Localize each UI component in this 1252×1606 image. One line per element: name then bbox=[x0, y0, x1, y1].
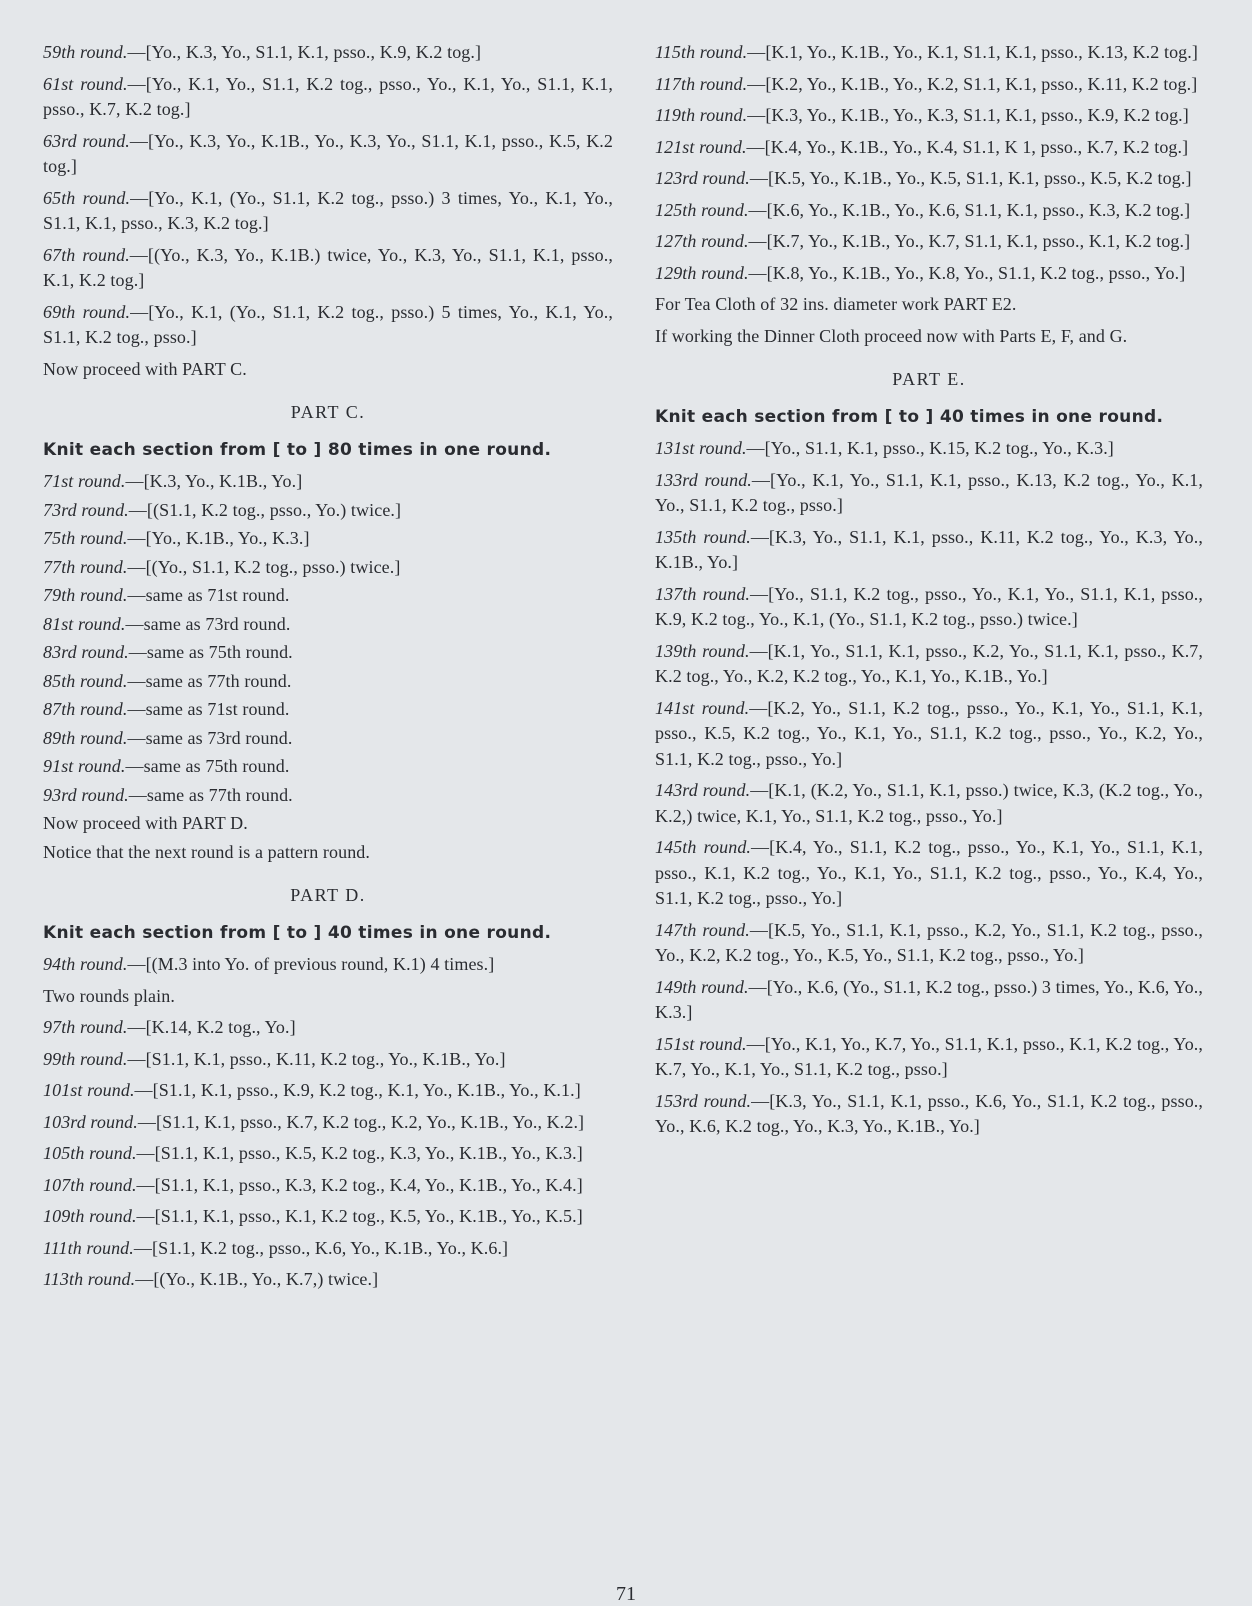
round-text: [K.5, Yo., K.1B., Yo., K.5, S1.1, K.1, psso., K.5, K.2 tog.] bbox=[767, 168, 1192, 188]
round-label: 125th round. bbox=[655, 199, 749, 220]
em-dash: — bbox=[136, 1174, 155, 1195]
round-instruction bbox=[655, 40, 1203, 66]
round-instruction bbox=[655, 639, 1203, 690]
round-instruction bbox=[43, 783, 613, 809]
em-dash: — bbox=[127, 73, 146, 94]
round-label: 71st round. bbox=[43, 471, 126, 491]
round-label: 115th round. bbox=[655, 42, 748, 62]
round-instruction bbox=[43, 300, 613, 351]
round-instruction bbox=[655, 468, 1203, 519]
round-label: 133rd round. bbox=[655, 469, 752, 490]
round-text: same as 77th round. bbox=[146, 784, 293, 805]
round-label: 149th round. bbox=[655, 976, 749, 997]
round-label: 94th round. bbox=[43, 954, 128, 974]
em-dash: — bbox=[127, 727, 146, 748]
round-text: [Yo., K.1B., Yo., K.3.] bbox=[145, 528, 310, 548]
part-heading: PART E. bbox=[892, 369, 966, 389]
round-label: 97th round. bbox=[43, 1017, 128, 1037]
round-text: same as 77th round. bbox=[145, 670, 292, 691]
round-label: 147th round. bbox=[655, 919, 750, 940]
round-label: 121st round. bbox=[655, 136, 747, 157]
em-dash: — bbox=[130, 301, 149, 322]
em-dash: — bbox=[749, 919, 768, 940]
round-label: 77th round. bbox=[43, 556, 128, 577]
round-label: 101st round. bbox=[43, 1080, 135, 1100]
round-text: [K.1, (K.2, Yo., S1.1, K.1, psso.) twice, K.3, (K.2 tog., Yo., K.2,) twice, K.1, Yo., S1.1, K.2 tog., psso., Yo.] bbox=[655, 780, 1204, 826]
em-dash: — bbox=[127, 699, 146, 719]
round-text: [K.8, Yo., K.1B., Yo., K.8, Yo., S1.1, K.2 tog., psso., Yo.] bbox=[766, 262, 1186, 283]
round-instruction bbox=[43, 669, 613, 695]
round-instruction bbox=[43, 555, 613, 581]
round-label: 143rd round. bbox=[655, 780, 751, 800]
em-dash: — bbox=[127, 670, 146, 691]
round-instruction bbox=[43, 469, 613, 495]
round-text: [K.2, Yo., K.1B., Yo., K.2, S1.1, K.1, psso., K.11, K.2 tog.] bbox=[765, 73, 1198, 94]
em-dash: — bbox=[750, 780, 769, 800]
em-dash: — bbox=[750, 583, 769, 604]
round-text: [S1.1, K.2 tog., psso., K.6, Yo., K.1B., Yo., K.6.] bbox=[151, 1237, 509, 1258]
plain-text: If working the Dinner Cloth proceed now with Parts E, F, and G. bbox=[655, 325, 1128, 346]
section-instruction: Knit each section from [ to ] 40 times in one round. bbox=[43, 923, 552, 943]
round-label: 127th round. bbox=[655, 231, 749, 251]
round-label: 89th round. bbox=[43, 727, 128, 748]
round-text: [Yo., K.3, Yo., S1.1, K.1, psso., K.9, K.2 tog.] bbox=[145, 42, 482, 62]
em-dash: — bbox=[128, 784, 147, 805]
round-text: [Yo., K.3, Yo., K.1B., Yo., K.3, Yo., S1.1, K.1, psso., K.5, K.2 tog.] bbox=[43, 130, 614, 176]
round-instruction bbox=[43, 1267, 613, 1293]
round-instruction bbox=[655, 166, 1203, 192]
round-label: 99th round. bbox=[43, 1048, 128, 1069]
em-dash: — bbox=[127, 585, 146, 605]
round-text: [Yo., K.1, Yo., S1.1, K.2 tog., psso., Yo., K.1, Yo., S1.1, K.1, psso., K.7, K.2 tog.] bbox=[43, 73, 613, 119]
page-number: 71 bbox=[616, 1583, 636, 1605]
em-dash: — bbox=[127, 1048, 146, 1069]
round-text: [K.4, Yo., K.1B., Yo., K.4, S1.1, K 1, psso., K.7, K.2 tog.] bbox=[764, 136, 1189, 157]
round-label: 83rd round. bbox=[43, 642, 129, 662]
round-label: 109th round. bbox=[43, 1206, 137, 1226]
round-text: same as 75th round. bbox=[146, 642, 293, 662]
round-label: 59th round. bbox=[43, 42, 128, 62]
round-instruction bbox=[43, 526, 613, 552]
round-instruction bbox=[43, 186, 613, 237]
round-label: 117th round. bbox=[655, 73, 748, 94]
round-instruction bbox=[43, 1141, 613, 1167]
round-instruction bbox=[655, 696, 1203, 773]
round-label: 61st round. bbox=[43, 73, 128, 94]
round-text: same as 71st round. bbox=[145, 699, 290, 719]
round-instruction bbox=[43, 1078, 613, 1104]
round-instruction bbox=[43, 1015, 613, 1041]
round-text: [Yo., K.1, (Yo., S1.1, K.2 tog., psso.) 3 times, Yo., K.1, Yo., S1.1, K.1, psso., K.3, K.2 tog.] bbox=[43, 187, 613, 233]
round-text: [S1.1, K.1, psso., K.1, K.2 tog., K.5, Yo., K.1B., Yo., K.5.] bbox=[154, 1206, 583, 1226]
round-text: [K.4, Yo., S1.1, K.2 tog., psso., Yo., K.1, Yo., S1.1, K.1, psso., K.1, K.2 tog., Yo., K.1, Yo., S1.1, K.2 tog., psso., Yo., K.4, Yo., S1.1, K.2 tog., psso., Yo.] bbox=[655, 837, 1203, 908]
round-instruction bbox=[43, 129, 613, 180]
em-dash: — bbox=[127, 954, 146, 974]
round-instruction bbox=[43, 40, 613, 66]
round-text: [(M.3 into Yo. of previous round, K.1) 4 times.] bbox=[145, 954, 495, 974]
round-text: [S1.1, K.1, psso., K.9, K.2 tog., K.1, Yo., K.1B., Yo., K.1.] bbox=[152, 1080, 581, 1100]
round-instruction bbox=[655, 135, 1203, 161]
plain-text: Two rounds plain. bbox=[43, 985, 175, 1006]
round-text: [S1.1, K.1, psso., K.7, K.2 tog., K.2, Yo., K.1B., Yo., K.2.] bbox=[155, 1111, 585, 1132]
round-instruction bbox=[655, 198, 1203, 224]
round-label: 113th round. bbox=[43, 1269, 136, 1289]
round-label: 103rd round. bbox=[43, 1111, 138, 1132]
em-dash: — bbox=[136, 1206, 155, 1226]
round-text: [K.14, K.2 tog., Yo.] bbox=[145, 1017, 296, 1037]
round-instruction bbox=[655, 72, 1203, 98]
round-label: 85th round. bbox=[43, 670, 128, 691]
round-label: 69th round. bbox=[43, 301, 131, 322]
right-column bbox=[655, 40, 1203, 1146]
round-text: [K.7, Yo., K.1B., Yo., K.7, S1.1, K.1, psso., K.1, K.2 tog.] bbox=[766, 231, 1191, 251]
round-instruction bbox=[43, 1173, 613, 1199]
round-label: 135th round. bbox=[655, 526, 751, 547]
round-label: 119th round. bbox=[655, 105, 748, 125]
round-instruction bbox=[655, 835, 1203, 912]
round-instruction bbox=[43, 1110, 613, 1136]
round-text: [Yo., K.6, (Yo., S1.1, K.2 tog., psso.) 3 times, Yo., K.6, Yo., K.3.] bbox=[655, 976, 1203, 1022]
section-instruction: Knit each section from [ to ] 80 times in one round. bbox=[43, 440, 552, 460]
round-instruction bbox=[43, 640, 613, 666]
round-instruction bbox=[43, 1204, 613, 1230]
round-instruction bbox=[43, 726, 613, 752]
round-label: 73rd round. bbox=[43, 499, 129, 520]
round-label: 87th round. bbox=[43, 699, 128, 719]
round-label: 65th round. bbox=[43, 187, 131, 208]
round-text: [Yo., S1.1, K.1, psso., K.15, K.2 tog., Yo., K.3.] bbox=[764, 438, 1114, 458]
em-dash: — bbox=[130, 187, 149, 208]
round-text: [Yo., K.1, Yo., S1.1, K.1, psso., K.13, K.2 tog., Yo., K.1, Yo., S1.1, K.2 tog., psso.] bbox=[655, 469, 1203, 515]
round-text: [K.2, Yo., S1.1, K.2 tog., psso., Yo., K.1, Yo., S1.1, K.1, psso., K.5, K.2 tog., Yo., K.1, Yo., S1.1, K.2 tog., psso., Yo., K.2, Yo., S1.1, K.2 tog., psso., Yo.] bbox=[655, 697, 1203, 769]
em-dash: — bbox=[747, 42, 766, 62]
em-dash: — bbox=[747, 73, 766, 94]
round-instruction bbox=[43, 1047, 613, 1073]
em-dash: — bbox=[749, 640, 768, 661]
round-instruction bbox=[655, 1089, 1203, 1140]
round-instruction bbox=[655, 975, 1203, 1026]
round-text: [Yo., S1.1, K.2 tog., psso., Yo., K.1, Yo., S1.1, K.1, psso., K.9, K.2 tog., Yo., K.1, (Yo., S1.1, K.2 tog., psso.) twice.] bbox=[655, 583, 1204, 629]
round-label: 141st round. bbox=[655, 697, 750, 718]
em-dash: — bbox=[125, 613, 144, 634]
em-dash: — bbox=[749, 697, 768, 718]
round-instruction bbox=[43, 952, 613, 978]
round-label: 139th round. bbox=[655, 640, 750, 661]
em-dash: — bbox=[750, 526, 769, 547]
round-text: [K.3, Yo., S1.1, K.1, psso., K.11, K.2 tog., Yo., K.3, Yo., K.1B., Yo.] bbox=[655, 526, 1203, 572]
round-instruction bbox=[43, 498, 613, 524]
round-text: same as 73rd round. bbox=[145, 727, 293, 748]
round-text: [S1.1, K.1, psso., K.3, K.2 tog., K.4, Yo., K.1B., Yo., K.4.] bbox=[154, 1174, 583, 1195]
em-dash: — bbox=[133, 1237, 152, 1258]
round-label: 93rd round. bbox=[43, 784, 129, 805]
round-text: [(Yo., S1.1, K.2 tog., psso.) twice.] bbox=[145, 556, 401, 577]
round-instruction bbox=[655, 436, 1203, 462]
em-dash: — bbox=[127, 528, 146, 548]
round-label: 91st round. bbox=[43, 756, 126, 776]
em-dash: — bbox=[127, 556, 146, 577]
round-instruction bbox=[43, 583, 613, 609]
round-label: 81st round. bbox=[43, 613, 126, 634]
round-text: same as 73rd round. bbox=[143, 613, 291, 634]
plain-text: Now proceed with PART C. bbox=[43, 358, 247, 379]
em-dash: — bbox=[135, 1269, 154, 1289]
round-text: [K.3, Yo., S1.1, K.1, psso., K.6, Yo., S1.1, K.2 tog., psso., Yo., K.6, K.2 tog., Yo., K.3, Yo., K.1B., Yo.] bbox=[655, 1090, 1203, 1136]
round-instruction bbox=[43, 1236, 613, 1262]
em-dash: — bbox=[136, 1143, 155, 1163]
round-text: [(Yo., K.1B., Yo., K.7,) twice.] bbox=[153, 1269, 379, 1289]
em-dash: — bbox=[747, 105, 766, 125]
round-label: 151st round. bbox=[655, 1033, 747, 1054]
round-instruction bbox=[655, 778, 1203, 829]
round-label: 131st round. bbox=[655, 438, 747, 458]
round-text: [K.1, Yo., K.1B., Yo., K.1, S1.1, K.1, psso., K.13, K.2 tog.] bbox=[765, 42, 1198, 62]
round-label: 75th round. bbox=[43, 528, 128, 548]
round-instruction bbox=[43, 612, 613, 638]
round-instruction bbox=[655, 582, 1203, 633]
plain-text: Notice that the next round is a pattern round. bbox=[43, 841, 371, 862]
em-dash: — bbox=[751, 469, 771, 490]
round-label: 153rd round. bbox=[655, 1090, 752, 1111]
em-dash: — bbox=[748, 262, 767, 283]
round-text: [K.3, Yo., K.1B., Yo., K.3, S1.1, K.1, psso., K.9, K.2 tog.] bbox=[765, 105, 1189, 125]
left-column bbox=[43, 40, 613, 1299]
round-instruction bbox=[655, 229, 1203, 255]
round-label: 67th round. bbox=[43, 244, 130, 265]
em-dash: — bbox=[137, 1111, 156, 1132]
section-instruction: Knit each section from [ to ] 40 times in one round. bbox=[655, 407, 1164, 427]
round-label: 111th round. bbox=[43, 1237, 134, 1258]
em-dash: — bbox=[751, 837, 770, 857]
round-label: 79th round. bbox=[43, 585, 128, 605]
round-label: 145th round. bbox=[655, 837, 752, 857]
round-label: 123rd round. bbox=[655, 168, 750, 188]
em-dash: — bbox=[746, 1033, 765, 1054]
round-label: 63rd round. bbox=[43, 130, 130, 151]
em-dash: — bbox=[129, 244, 148, 265]
round-text: [K.3, Yo., K.1B., Yo.] bbox=[143, 471, 303, 491]
em-dash: — bbox=[751, 1090, 770, 1111]
round-label: 105th round. bbox=[43, 1143, 137, 1163]
em-dash: — bbox=[746, 136, 765, 157]
round-instruction bbox=[43, 72, 613, 123]
plain-text: Now proceed with PART D. bbox=[43, 813, 248, 833]
em-dash: — bbox=[746, 438, 765, 458]
em-dash: — bbox=[125, 756, 144, 776]
round-label: 107th round. bbox=[43, 1174, 137, 1195]
em-dash: — bbox=[748, 976, 767, 997]
part-heading: PART D. bbox=[290, 885, 366, 905]
em-dash: — bbox=[134, 1080, 153, 1100]
em-dash: — bbox=[128, 642, 147, 662]
em-dash: — bbox=[128, 499, 147, 520]
round-text: same as 71st round. bbox=[145, 585, 290, 605]
round-instruction bbox=[655, 525, 1203, 576]
round-instruction bbox=[655, 103, 1203, 129]
round-label: 129th round. bbox=[655, 262, 749, 283]
round-label: 137th round. bbox=[655, 583, 751, 604]
round-instruction bbox=[43, 754, 613, 780]
round-text: [(S1.1, K.2 tog., psso., Yo.) twice.] bbox=[146, 499, 402, 520]
round-text: [S1.1, K.1, psso., K.11, K.2 tog., Yo., K.1B., Yo.] bbox=[145, 1048, 506, 1069]
round-instruction bbox=[655, 1032, 1203, 1083]
em-dash: — bbox=[125, 471, 144, 491]
round-text: [K.6, Yo., K.1B., Yo., K.6, S1.1, K.1, psso., K.3, K.2 tog.] bbox=[766, 199, 1191, 220]
round-text: [K.5, Yo., S1.1, K.1, psso., K.2, Yo., S1.1, K.2 tog., psso., Yo., K.2, K.2 tog., Yo., K.5, Yo., S1.1, K.2 tog., psso., Yo.] bbox=[655, 919, 1203, 965]
em-dash: — bbox=[127, 1017, 146, 1037]
round-instruction bbox=[655, 918, 1203, 969]
em-dash: — bbox=[748, 199, 767, 220]
round-text: [Yo., K.1, Yo., K.7, Yo., S1.1, K.1, psso., K.1, K.2 tog., Yo., K.7, Yo., K.1, Yo., S1.1, K.2 tog., psso.] bbox=[655, 1033, 1203, 1079]
round-text: [S1.1, K.1, psso., K.5, K.2 tog., K.3, Yo., K.1B., Yo., K.3.] bbox=[154, 1143, 583, 1163]
round-instruction bbox=[43, 243, 613, 294]
em-dash: — bbox=[748, 231, 767, 251]
round-instruction bbox=[43, 697, 613, 723]
em-dash: — bbox=[749, 168, 768, 188]
round-instruction bbox=[655, 261, 1203, 287]
part-heading: PART C. bbox=[290, 402, 366, 422]
round-text: [(Yo., K.3, Yo., K.1B.) twice, Yo., K.3, Yo., S1.1, K.1, psso., K.1, K.2 tog.] bbox=[43, 244, 613, 290]
em-dash: — bbox=[127, 42, 146, 62]
round-text: same as 75th round. bbox=[143, 756, 290, 776]
em-dash: — bbox=[129, 130, 149, 151]
plain-text: For Tea Cloth of 32 ins. diameter work PART E2. bbox=[655, 294, 1017, 314]
round-text: [K.1, Yo., S1.1, K.1, psso., K.2, Yo., S1.1, K.1, psso., K.7, K.2 tog., Yo., K.2, K.2 tog., Yo., K.1, Yo., K.1B., Yo.] bbox=[655, 640, 1203, 686]
round-text: [Yo., K.1, (Yo., S1.1, K.2 tog., psso.) 5 times, Yo., K.1, Yo., S1.1, K.2 tog., psso.] bbox=[43, 301, 613, 347]
